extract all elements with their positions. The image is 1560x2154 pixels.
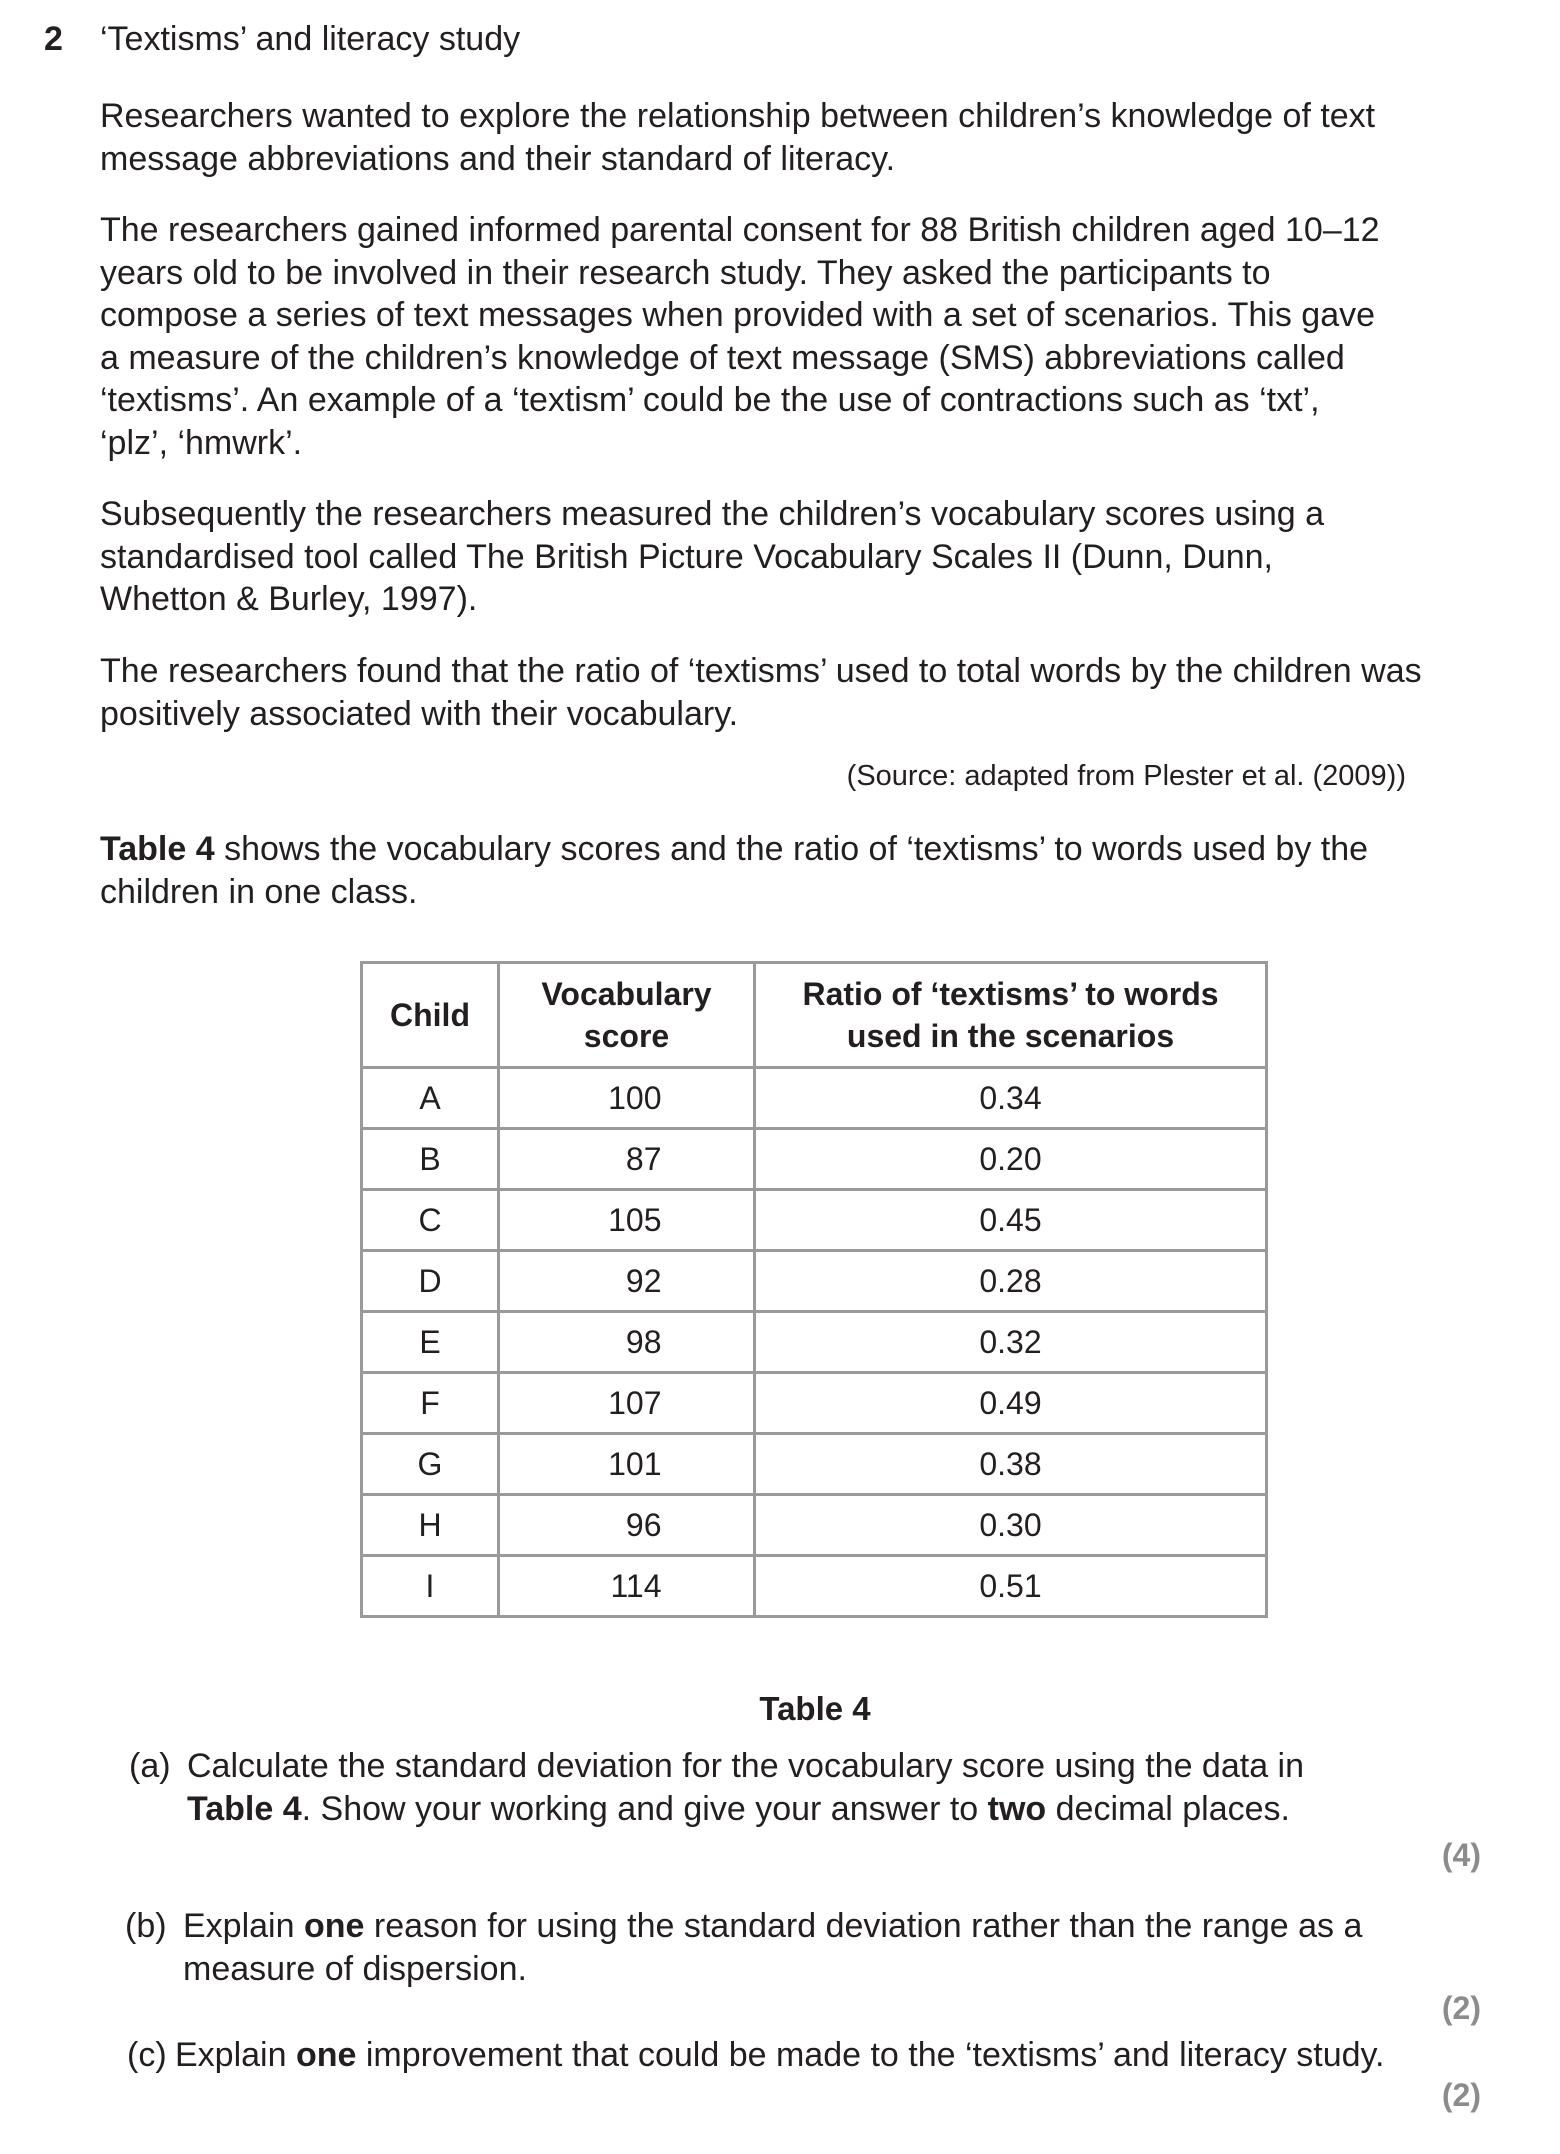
part-b-text: Explain one reason for using the standard deviation rather than the range as a measure of dispersion.	[183, 1907, 1363, 1988]
cell-child: C	[362, 1190, 499, 1251]
cell-vocab: 105	[499, 1190, 755, 1251]
cell-ratio: 0.38	[755, 1434, 1267, 1495]
part-a-marks: (4)	[1441, 1837, 1481, 1873]
intro-paragraph-2: The researchers gained informed parental consent for 88 British children aged 10–12 years old to be involved in their research study. They asked the participants to compose a series of text messages when provided with a set of scenarios. This gave a measure of the children’s knowledge of text message (SMS) abbreviations called ‘textisms’. An example of a ‘textism’ could be the use of contractions such as ‘txt’, ‘plz’, ‘hmwrk’.	[100, 211, 1380, 462]
part-a-text: Calculate the standard deviation for the vocabulary score using the data in Table 4. Show your working and give your answer to two decimal places.	[187, 1747, 1305, 1828]
question-title: ‘Textisms’ and literacy study	[100, 20, 521, 58]
part-c-text: Explain one improvement that could be made to the ‘textisms’ and literacy study.	[175, 2036, 1385, 2074]
table-intro	[100, 828, 1430, 913]
cell-ratio: 0.28	[755, 1251, 1267, 1312]
intro-paragraph-4: The researchers found that the ratio of ‘textisms’ used to total words by the children was positively associated with their vocabulary.	[100, 652, 1422, 733]
cell-child: B	[362, 1129, 499, 1190]
table-row	[362, 1251, 1267, 1312]
part-b-marks: (2)	[1441, 1990, 1481, 2026]
table-header-row	[362, 963, 1267, 1068]
part-a-label: (a)	[129, 1747, 171, 1785]
table-row	[362, 1312, 1267, 1373]
cell-ratio: 0.32	[755, 1312, 1267, 1373]
intro-paragraph-1: Researchers wanted to explore the relationship between children’s knowledge of text message abbreviations and their standard of literacy.	[100, 97, 1376, 178]
cell-child: D	[362, 1251, 499, 1312]
part-b	[125, 1905, 1395, 1990]
intro-paragraph-3: Subsequently the researchers measured the children’s vocabulary scores using a standardised tool called The British Picture Vocabulary Scales II (Dunn, Dunn, Whetton & Burley, 1997).	[100, 495, 1325, 618]
source-citation: (Source: adapted from Plester et al. (2009))	[846, 760, 1406, 792]
cell-ratio: 0.34	[755, 1068, 1267, 1129]
table-intro-text: shows the vocabulary scores and the ratio of ‘textisms’ to words used by the children in one class.	[100, 830, 1369, 911]
part-a	[129, 1745, 1359, 1830]
vocabulary-table	[360, 961, 1268, 1618]
cell-vocab: 101	[499, 1434, 755, 1495]
cell-child: A	[362, 1068, 499, 1129]
table-intro-bold: Table 4	[100, 830, 215, 868]
table-row	[362, 1190, 1267, 1251]
table-caption: Table 4	[759, 1690, 871, 1727]
cell-ratio: 0.30	[755, 1495, 1267, 1556]
cell-child: F	[362, 1373, 499, 1434]
table-row	[362, 1129, 1267, 1190]
cell-vocab: 92	[499, 1251, 755, 1312]
cell-vocab: 114	[499, 1556, 755, 1617]
cell-vocab: 98	[499, 1312, 755, 1373]
table-row	[362, 1068, 1267, 1129]
question-number: 2	[44, 20, 63, 58]
part-c-label: (c)	[127, 2036, 167, 2074]
cell-vocab: 96	[499, 1495, 755, 1556]
table-row	[362, 1373, 1267, 1434]
cell-child: E	[362, 1312, 499, 1373]
cell-ratio: 0.51	[755, 1556, 1267, 1617]
cell-ratio: 0.45	[755, 1190, 1267, 1251]
part-b-label: (b)	[125, 1907, 167, 1945]
header-vocab: Vocabulary score	[499, 963, 755, 1068]
table-row	[362, 1495, 1267, 1556]
cell-vocab: 107	[499, 1373, 755, 1434]
header-child: Child	[362, 963, 499, 1068]
cell-vocab: 100	[499, 1068, 755, 1129]
cell-ratio: 0.49	[755, 1373, 1267, 1434]
cell-child: H	[362, 1495, 499, 1556]
cell-ratio: 0.20	[755, 1129, 1267, 1190]
header-ratio: Ratio of ‘textisms’ to words used in the scenarios	[755, 963, 1267, 1068]
part-c	[127, 2034, 1467, 2077]
table-row	[362, 1434, 1267, 1495]
cell-child: G	[362, 1434, 499, 1495]
part-c-marks: (2)	[1441, 2077, 1481, 2113]
cell-vocab: 87	[499, 1129, 755, 1190]
cell-child: I	[362, 1556, 499, 1617]
table-row	[362, 1556, 1267, 1617]
